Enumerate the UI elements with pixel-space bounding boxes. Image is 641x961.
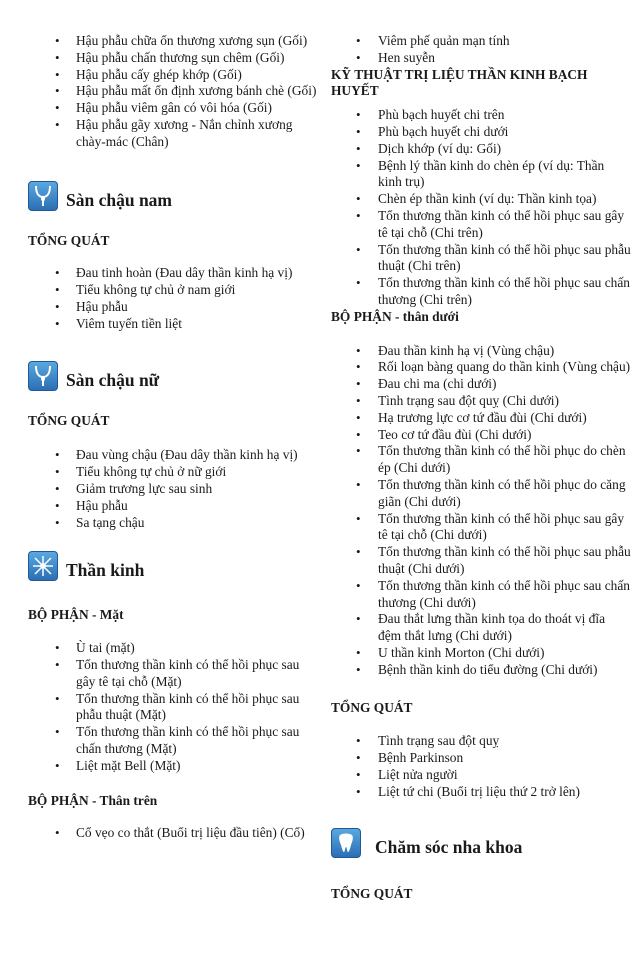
dental-section: [331, 828, 631, 858]
list-item: • Tổn thương thần kinh có thể hồi phục do chèn ép (Chi dưới): [331, 443, 631, 477]
list-item: • Tổn thương thần kinh có thể hồi phục sau gây tê tại chỗ (Chi dưới): [331, 511, 631, 545]
list-item: • Viêm phế quản mạn tính: [331, 33, 631, 50]
list-item: • Tổn thương thần kinh có thể hồi phục sau gây tê tại chỗ (Mặt): [28, 657, 320, 691]
section-title: Sàn chậu nam: [66, 189, 173, 210]
female-pelvic-section: [28, 361, 320, 391]
list-item: • Đau tinh hoàn (Đau dây thần kinh hạ vị): [28, 265, 320, 282]
list-item: • Hậu phẫu: [28, 299, 320, 316]
face-list: [28, 640, 320, 774]
list-item: • Hậu phẫu viêm gân có vôi hóa (Gối): [28, 100, 320, 117]
list-item: • Hen suyễn: [331, 50, 631, 67]
list-item: • Tổn thương thần kinh có thể hồi phục sau gây tê tại chỗ (Chi trên): [331, 208, 631, 242]
male-pelvic-section: [28, 181, 320, 211]
list-item: • Tổn thương thần kinh có thể hồi phục sau phẫu thuật (Chi dưới): [331, 544, 631, 578]
list-item: • Tổn thương thần kinh có thể hồi phục sau chấn thương (Mặt): [28, 724, 320, 758]
male-list: [28, 265, 320, 332]
list-item: • Hậu phẫu chấn thương sụn chêm (Gối): [28, 50, 320, 67]
list-item: • Bệnh Parkinson: [331, 750, 631, 767]
left-column: [28, 0, 320, 842]
list-item: • Tình trạng sau đột quỵ (Chi dưới): [331, 393, 631, 410]
face-heading: BỘ PHẬN - Mặt: [28, 607, 124, 623]
list-item: • Hậu phẫu gãy xương - Nắn chỉnh xương chày-mác (Chân): [28, 117, 320, 151]
list-item: • Hậu phẫu: [28, 498, 320, 515]
female-list: [28, 447, 320, 531]
list-item: • Chèn ép thần kinh (ví dụ: Thần kinh tọa): [331, 191, 631, 208]
lower-body-heading: BỘ PHẬN - thân dưới: [331, 308, 459, 324]
list-item: • Hậu phẫu cấy ghép khớp (Gối): [28, 67, 320, 84]
list-item: • Bệnh lý thần kinh do chèn ép (ví dụ: Thần kinh trụ): [331, 158, 631, 192]
list-item: • Cổ vẹo co thắt (Buổi trị liệu đầu tiên) (Cổ): [28, 825, 320, 842]
tooth-icon: [331, 828, 361, 858]
upper-body-heading: BỘ PHẬN - Thân trên: [28, 792, 158, 808]
list-item: • Đau thắt lưng thần kinh tọa do thoát vị đĩa đệm thắt lưng (Chi dưới): [331, 611, 631, 645]
section-title: Chăm sóc nha khoa: [375, 837, 523, 858]
list-item: • Tiểu không tự chủ ở nam giới: [28, 282, 320, 299]
list-item: • Viêm tuyến tiền liệt: [28, 316, 320, 333]
list-item: • Đau thần kinh hạ vị (Vùng chậu): [331, 343, 631, 360]
list-item: • Đau vùng chậu (Đau dây thần kinh hạ vị): [28, 447, 320, 464]
general-list: [331, 733, 631, 800]
list-item: • Tổn thương thần kinh có thể hồi phục sau phẫu thuật (Mặt): [28, 691, 320, 725]
section-title: Sàn chậu nữ: [66, 369, 160, 390]
list-item: • Tiểu không tự chủ ở nữ giới: [28, 464, 320, 481]
list-item: • Liệt tứ chi (Buổi trị liệu thứ 2 trở lên): [331, 784, 631, 801]
list-item: • Tổn thương thần kinh có thể hồi phục sau chấn thương (Chi trên): [331, 275, 631, 309]
pelvic-icon: [28, 361, 58, 391]
list-item: • Sa tạng chậu: [28, 515, 320, 532]
general-heading: TỔNG QUÁT: [28, 412, 110, 428]
section-title: Thần kinh: [66, 560, 145, 581]
list-item: • Tổn thương thần kinh có thể hồi phục sau phẫu thuật (Chi trên): [331, 242, 631, 276]
list-item: • U thần kinh Morton (Chi dưới): [331, 645, 631, 662]
list-item: • Giảm trương lực sau sinh: [28, 481, 320, 498]
list-item: • Liệt nửa người: [331, 767, 631, 784]
general-heading: TỔNG QUÁT: [331, 700, 413, 716]
intro-list: [28, 33, 320, 151]
list-item: • Ù tai (mặt): [28, 640, 320, 657]
list-item: • Tình trạng sau đột quỵ: [331, 733, 631, 750]
lymph-heading: KỸ THUẬT TRỊ LIỆU THẦN KINH BẠCH HUYẾT: [331, 66, 588, 99]
list-item: • Tổn thương thần kinh có thể hồi phục do căng giãn (Chi dưới): [331, 477, 631, 511]
list-item: • Phù bạch huyết chi trên: [331, 107, 631, 124]
list-item: • Phù bạch huyết chi dưới: [331, 124, 631, 141]
list-item: • Liệt mặt Bell (Mặt): [28, 758, 320, 775]
neuro-section: [28, 551, 320, 581]
lower-body-list: [331, 343, 631, 679]
list-item: • Dịch khớp (ví dụ: Gối): [331, 141, 631, 158]
list-item: • Tổn thương thần kinh có thể hồi phục sau chấn thương (Chi dưới): [331, 578, 631, 612]
list-item: • Teo cơ tứ đầu đùi (Chi dưới): [331, 427, 631, 444]
list-item: • Rối loạn bàng quang do thần kinh (Vùng chậu): [331, 359, 631, 376]
lymph-list: [331, 107, 631, 309]
list-item: • Hậu phẫu chữa ổn thương xương sụn (Gối): [28, 33, 320, 50]
general-heading: TỔNG QUÁT: [331, 886, 413, 902]
upper-body-list: [28, 825, 320, 842]
list-item: • Đau chi ma (chi dưới): [331, 376, 631, 393]
list-item: • Hậu phẫu mất ổn định xương bánh chè (Gối): [28, 83, 320, 100]
neuron-icon: [28, 551, 58, 581]
pelvic-icon: [28, 181, 58, 211]
right-column: [331, 0, 631, 903]
list-item: • Hạ trương lực cơ tứ đầu đùi (Chi dưới): [331, 410, 631, 427]
respiratory-list: [331, 33, 631, 67]
list-item: • Bệnh thần kinh do tiểu đường (Chi dưới): [331, 662, 631, 679]
general-heading: TỔNG QUÁT: [28, 232, 110, 248]
